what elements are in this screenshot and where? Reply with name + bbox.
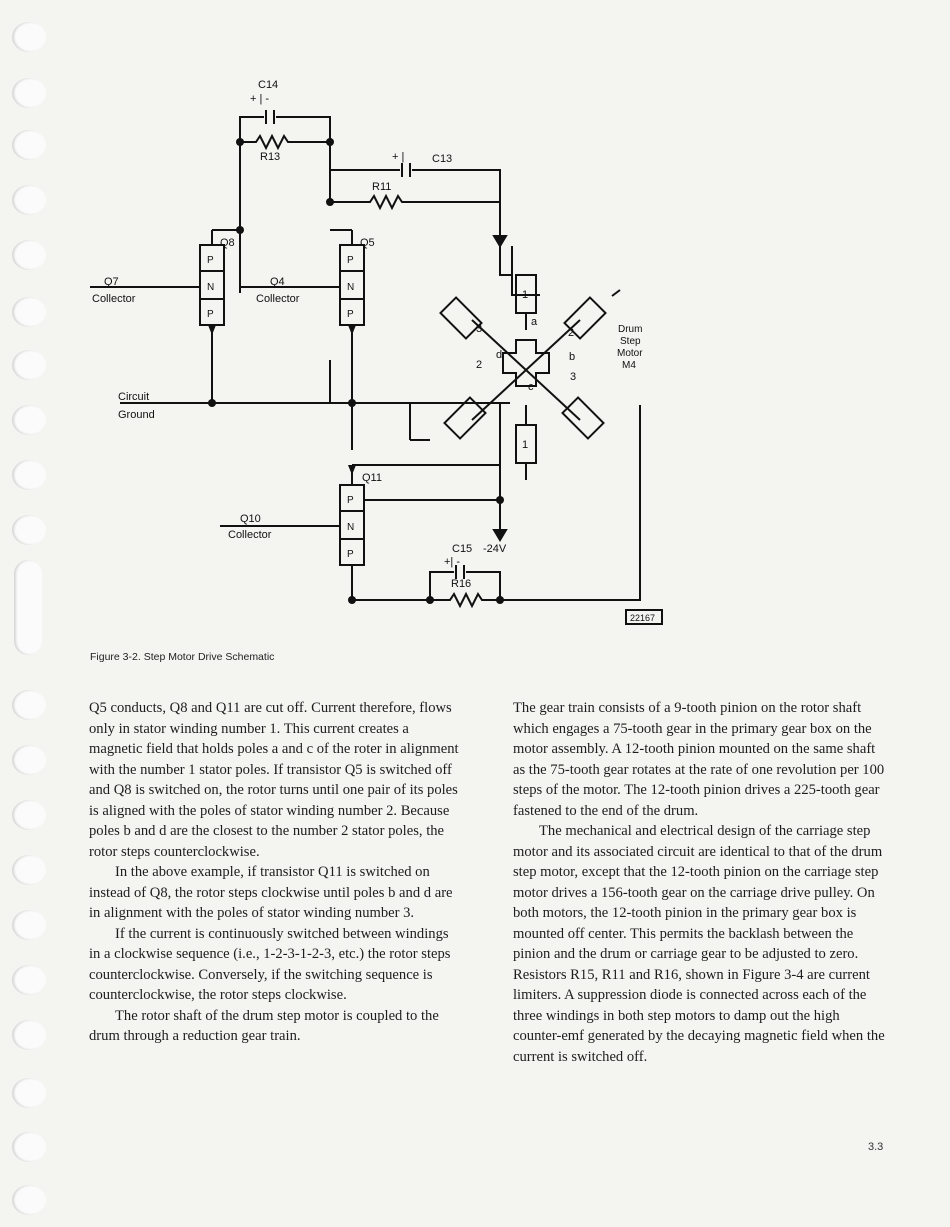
binder-punch-holes: [0, 0, 60, 1227]
left-column: [89, 698, 462, 1047]
q10-label: Q10: [240, 513, 261, 525]
winding-2-lower-label: 2: [476, 359, 483, 371]
punch-hole: [12, 800, 46, 830]
r16-resistor: [430, 594, 500, 606]
motor-label-line-4: M4: [622, 360, 636, 371]
left-paragraph-3: If the current is continuously switched between windings in a clockwise sequence (i.e., 1-2-3-1-2-3, etc.) the rotor steps counterclockwise. Conversely, if the switching sequence is counterclockwise, the rotor steps clockwise.: [89, 925, 451, 1003]
c14-label: C14: [258, 79, 279, 91]
punch-hole: [12, 350, 46, 380]
figure-caption: Figure 3-2. Step Motor Drive Schematic: [90, 651, 275, 663]
punch-hole: [12, 1078, 46, 1108]
punch-hole: [12, 1132, 46, 1162]
left-paragraph-4: The rotor shaft of the drum step motor is coupled to the drum through a reduction gear train.: [89, 1007, 439, 1044]
winding-1-bottom-label: 1: [522, 439, 529, 451]
q11-n: N: [347, 522, 355, 533]
step-motor-schematic: [80, 60, 950, 660]
winding-3-upper-label: 3: [476, 323, 483, 335]
r16-label: R16: [451, 578, 472, 590]
left-paragraph-2: In the above example, if transistor Q11 is switched on instead of Q8, the rotor steps clockwise until poles b and d are in alignment with the poles of stator winding number 3.: [89, 864, 453, 921]
q5-label: Q5: [360, 237, 375, 249]
ground-label: Ground: [118, 409, 155, 421]
q11-p-upper: P: [347, 495, 354, 506]
circuit-label: Circuit: [118, 391, 150, 403]
right-paragraph-2: The mechanical and electrical design of the carriage step motor and its associated circuit are identical to that of the drum step motor, except that the 12-tooth pinion on the carriage step motor drives a 156-tooth gear on the carriage drive pulley. On both motors, the 12-tooth pinion in the primary gear box is mounted off center. This permits the backlash between the pinion and the drum or carriage gear to be adjusted to zero. Resistors R15, R11 and R16, shown in Figure 3-4 are current limiters. A suppression diode is connected across each of the three windings in both step motors to damp out the high counter-emf generated by the decaying magnetic field when the current is switched off.: [513, 823, 885, 1065]
punch-hole: [12, 1020, 46, 1050]
r13-resistor: [240, 136, 330, 148]
c13-label: C13: [432, 153, 453, 165]
punch-hole: [12, 78, 46, 108]
c14-polarity: + | -: [250, 93, 270, 105]
right-paragraph-1: The gear train consists of a 9-tooth pinion on the rotor shaft which engages a 75-tooth gear in the primary gear box on the motor assembly. A 12-tooth pinion mounted on the same shaft as the 75-tooth gear rotates at the rate of one revolution per 100 steps of the motor. The 12-tooth pinion drives a 225-tooth gear fastened to the end of the drum.: [513, 700, 885, 819]
r13-loop-wire: [240, 117, 330, 293]
punch-hole: [12, 130, 46, 160]
winding-2-upper-label: 2: [568, 327, 575, 339]
punch-hole: [12, 185, 46, 215]
c15-label: C15: [452, 543, 473, 555]
q10-collector-label: Collector: [228, 529, 272, 541]
r13-label: R13: [260, 151, 281, 163]
punch-hole: [12, 910, 46, 940]
q7-label: Q7: [104, 276, 119, 288]
r16-loop-wire: [352, 405, 640, 600]
q8-p-lower: P: [207, 309, 214, 320]
rotor-cross: [503, 340, 549, 386]
q8-label: Q8: [220, 237, 235, 249]
pole-d-label: d: [496, 349, 503, 361]
q8-n: N: [207, 282, 215, 293]
punch-hole: [12, 515, 46, 545]
winding-1-top-label: 1: [522, 289, 529, 301]
motor-label-line-2: Step: [620, 336, 641, 347]
punch-hole: [12, 297, 46, 327]
q4-label: Q4: [270, 276, 285, 288]
q5-p-lower: P: [347, 309, 354, 320]
c13-polarity: + |: [392, 151, 405, 163]
punch-hole: [12, 22, 46, 52]
q5-n: N: [347, 282, 355, 293]
punch-hole: [12, 855, 46, 885]
punch-hole: [12, 405, 46, 435]
c15-polarity: +| -: [444, 556, 461, 568]
winding-3-lower-label: 3: [570, 371, 577, 383]
motor-label-line-3: Motor: [617, 348, 643, 359]
q8-p-upper: P: [207, 255, 214, 266]
q5-p-upper: P: [347, 255, 354, 266]
r11-loop-wire: [330, 170, 512, 275]
q7-collector-label: Collector: [92, 293, 136, 305]
drawing-number: 22167: [630, 613, 656, 623]
motor-label-line-1: Drum: [618, 324, 643, 335]
punch-hole: [12, 965, 46, 995]
q4-collector-label: Collector: [256, 293, 300, 305]
q11-p-lower: P: [347, 549, 354, 560]
q11-label: Q11: [362, 472, 382, 484]
supply-label: -24V: [483, 543, 507, 555]
r11-label: R11: [372, 181, 392, 193]
punch-hole: [12, 240, 46, 270]
pole-b-label: b: [569, 351, 576, 363]
punch-hole: [12, 1185, 46, 1215]
pole-a-label: a: [531, 316, 538, 328]
punch-hole: [12, 690, 46, 720]
left-paragraph-1: Q5 conducts, Q8 and Q11 are cut off. Current therefore, flows only in stator winding number 1. This current creates a magnetic field that holds poles a and c of the roter in alignment with the number 1 stator poles. If transistor Q5 is switched off and Q8 is switched on, the rotor turns until one pair of its poles is aligned with the poles of stator winding number 2. Because poles b and d are the closest to the number 2 stator poles, the rotor steps counterclockwise.: [89, 700, 459, 860]
punch-hole: [12, 460, 46, 490]
right-column: [513, 698, 890, 1067]
pole-c-label: c: [528, 381, 534, 393]
binder-slot: [14, 560, 42, 655]
r11-resistor: [330, 196, 500, 208]
page-number: 3.3: [868, 1141, 884, 1153]
winding-3-lower: [562, 397, 603, 438]
punch-hole: [12, 745, 46, 775]
